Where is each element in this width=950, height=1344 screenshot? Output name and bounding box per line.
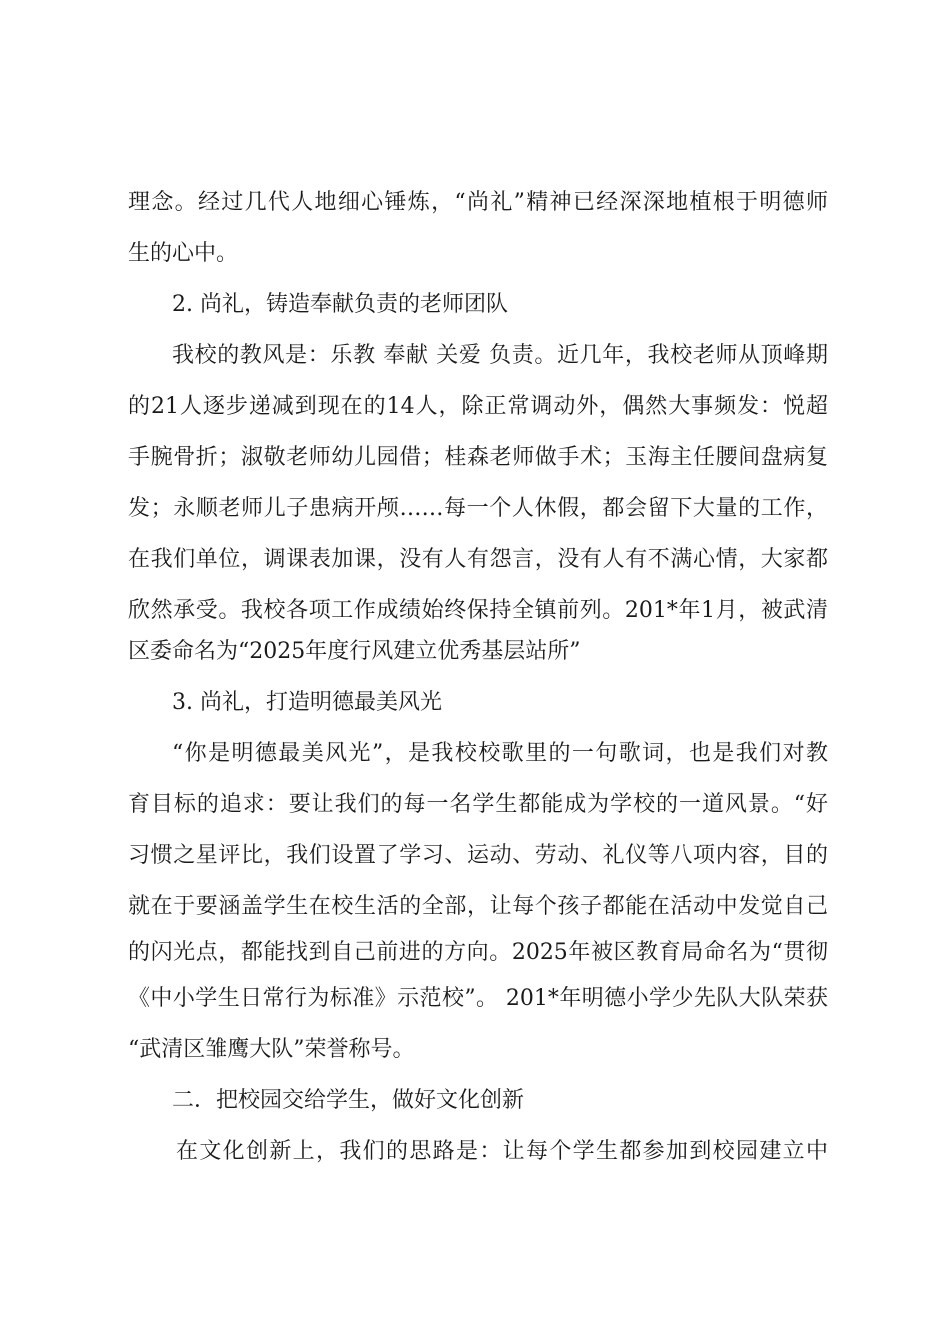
section-heading: 2. 尚礼，铸造奉献负责的老师团队 [172, 292, 508, 317]
paragraph-line: “你是明德最美风光”，是我校校歌里的一句歌词，也是我们对教 [172, 741, 828, 766]
paragraph-line: 区委命名为“2025年度行风建立优秀基层站所” [128, 639, 581, 664]
section-heading: 二．把校园交给学生，做好文化创新 [172, 1088, 525, 1113]
paragraph-line: 就在于要涵盖学生在校生活的全部，让每个孩子都能在活动中发觉自己 [128, 894, 828, 919]
section-heading: 3. 尚礼，打造明德最美风光 [172, 690, 442, 715]
paragraph-line: 育目标的追求：要让我们的每一名学生都能成为学校的一道风景。“好 [128, 792, 828, 817]
paragraph-line: 理念。经过几代人地细心锤炼，“尚礼”精神已经深深地植根于明德师 [128, 190, 828, 215]
paragraph-line: 在我们单位，调课表加课，没有人有怨言，没有人有不满心情，大家都 [128, 547, 828, 572]
paragraph-line: 欣然承受。我校各项工作成绩始终保持全镇前列。201*年1月，被武清 [128, 598, 828, 623]
paragraph-line: 生的心中。 [128, 241, 239, 266]
paragraph-line: 我校的教风是：乐教 奉献 关爱 负责。近几年，我校老师从顶峰期 [172, 343, 828, 368]
paragraph-line: 在文化创新上，我们的思路是：让每个学生都参加到校园建立中 [176, 1139, 828, 1164]
paragraph-line: 手腕骨折；淑敬老师幼儿园借；桂森老师做手术；玉海主任腰间盘病复 [128, 445, 828, 470]
paragraph-line: 发；永顺老师儿子患病开颅……每一个人休假，都会留下大量的工作， [128, 496, 828, 521]
paragraph-line: “武清区雏鹰大队”荣誉称号。 [128, 1037, 415, 1062]
paragraph-line: 《中小学生日常行为标准》示范校”。 201*年明德小学少先队大队荣获 [128, 986, 828, 1011]
paragraph-line: 的21人逐步递减到现在的14人，除正常调动外，偶然大事频发：悦超 [128, 394, 828, 419]
paragraph-line: 习惯之星评比，我们设置了学习、运动、劳动、礼仪等八项内容，目的 [128, 843, 828, 868]
paragraph-line: 的闪光点，都能找到自己前进的方向。2025年被区教育局命名为“贯彻 [128, 940, 828, 965]
